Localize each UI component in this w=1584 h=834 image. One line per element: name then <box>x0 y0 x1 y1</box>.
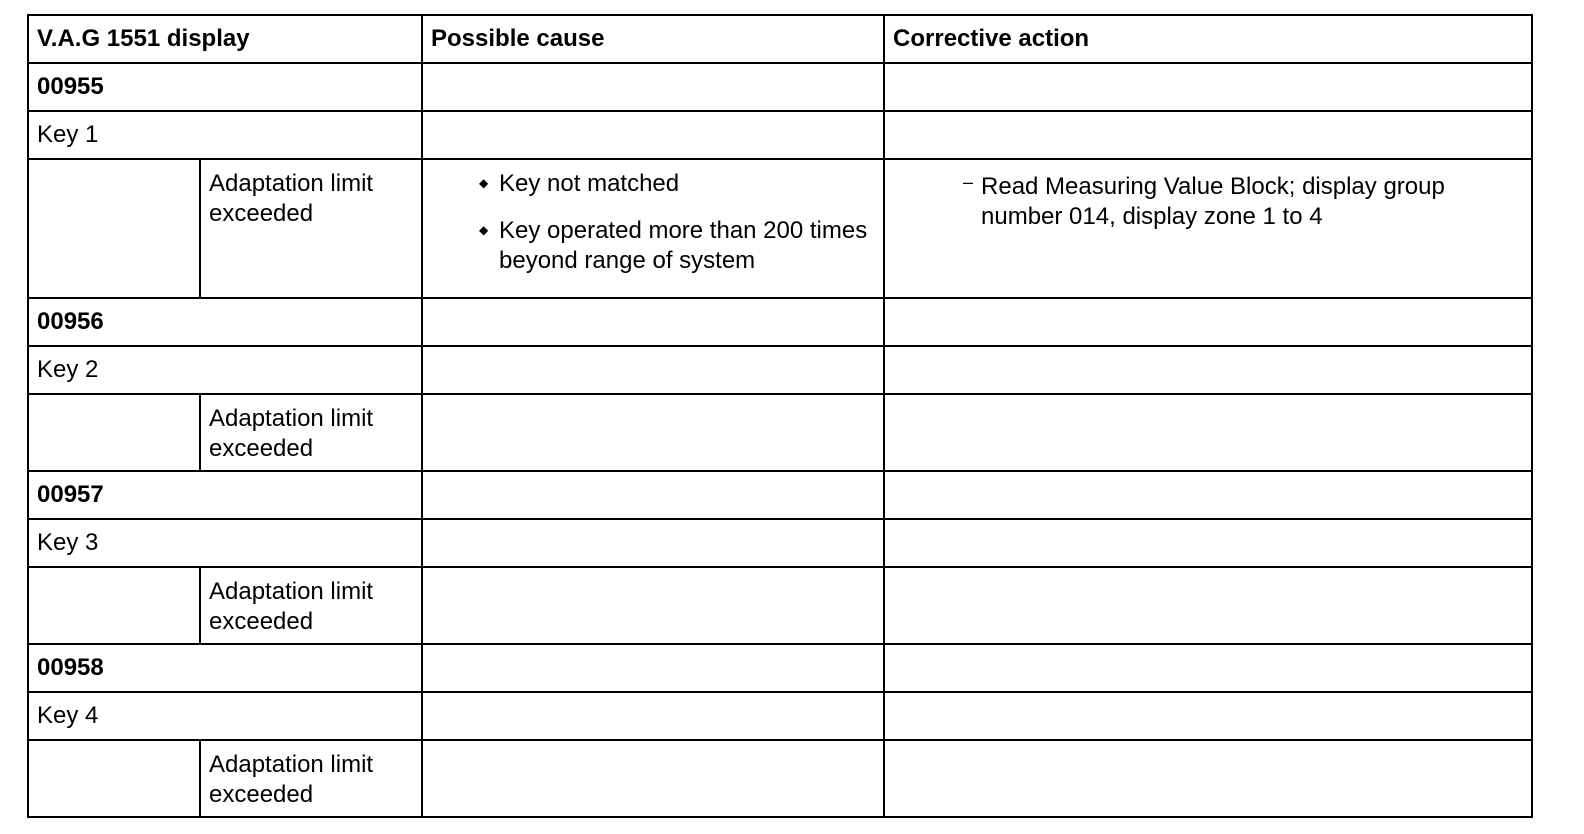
action-list <box>893 169 1523 232</box>
table-row <box>28 740 1532 817</box>
empty-cell <box>422 644 884 692</box>
fault-message: Adaptation limit exceeded <box>200 159 422 298</box>
empty-cell <box>884 740 1532 817</box>
empty-cell <box>884 567 1532 644</box>
corrective-action-cell <box>884 159 1532 298</box>
empty-cell <box>884 63 1532 111</box>
empty-cell <box>884 644 1532 692</box>
possible-cause-cell <box>422 159 884 298</box>
header-action: Corrective action <box>884 15 1532 63</box>
header-display: V.A.G 1551 display <box>28 15 422 63</box>
empty-cell <box>422 692 884 740</box>
table-row <box>28 519 1532 567</box>
table-row <box>28 111 1532 159</box>
key-label: Key 3 <box>28 519 422 567</box>
key-label: Key 4 <box>28 692 422 740</box>
header-cause: Possible cause <box>422 15 884 63</box>
fault-message: Adaptation limit exceeded <box>200 394 422 471</box>
key-label: Key 2 <box>28 346 422 394</box>
empty-cell <box>884 471 1532 519</box>
table-row <box>28 692 1532 740</box>
empty-cell <box>422 111 884 159</box>
indent-cell <box>28 394 200 471</box>
fault-code: 00956 <box>28 298 422 346</box>
cause-list <box>431 169 875 276</box>
table-row <box>28 63 1532 111</box>
empty-cell <box>884 692 1532 740</box>
empty-cell <box>884 298 1532 346</box>
empty-cell <box>884 519 1532 567</box>
indent-cell <box>28 740 200 817</box>
empty-cell <box>422 298 884 346</box>
list-item: – Read Measuring Value Block; display group number 014, display zone 1 to 4 <box>981 169 1523 232</box>
table-row <box>28 471 1532 519</box>
fault-code-table <box>27 14 1533 818</box>
table-row <box>28 394 1532 471</box>
empty-cell <box>422 471 884 519</box>
fault-message: Adaptation limit exceeded <box>200 740 422 817</box>
fault-code: 00955 <box>28 63 422 111</box>
list-item: ◆ Key not matched <box>499 169 875 199</box>
empty-cell <box>422 740 884 817</box>
table-row <box>28 298 1532 346</box>
fault-code: 00958 <box>28 644 422 692</box>
empty-cell <box>422 519 884 567</box>
empty-cell <box>884 394 1532 471</box>
empty-cell <box>422 567 884 644</box>
header-row <box>28 15 1532 63</box>
empty-cell <box>422 346 884 394</box>
table-row <box>28 567 1532 644</box>
empty-cell <box>422 63 884 111</box>
empty-cell <box>884 111 1532 159</box>
indent-cell <box>28 567 200 644</box>
key-label: Key 1 <box>28 111 422 159</box>
fault-message: Adaptation limit exceeded <box>200 567 422 644</box>
table-row <box>28 346 1532 394</box>
empty-cell <box>884 346 1532 394</box>
empty-cell <box>422 394 884 471</box>
fault-code: 00957 <box>28 471 422 519</box>
table-row <box>28 159 1532 298</box>
list-item: ◆ Key operated more than 200 times beyond range of system <box>499 216 875 276</box>
table-row <box>28 644 1532 692</box>
indent-cell <box>28 159 200 298</box>
